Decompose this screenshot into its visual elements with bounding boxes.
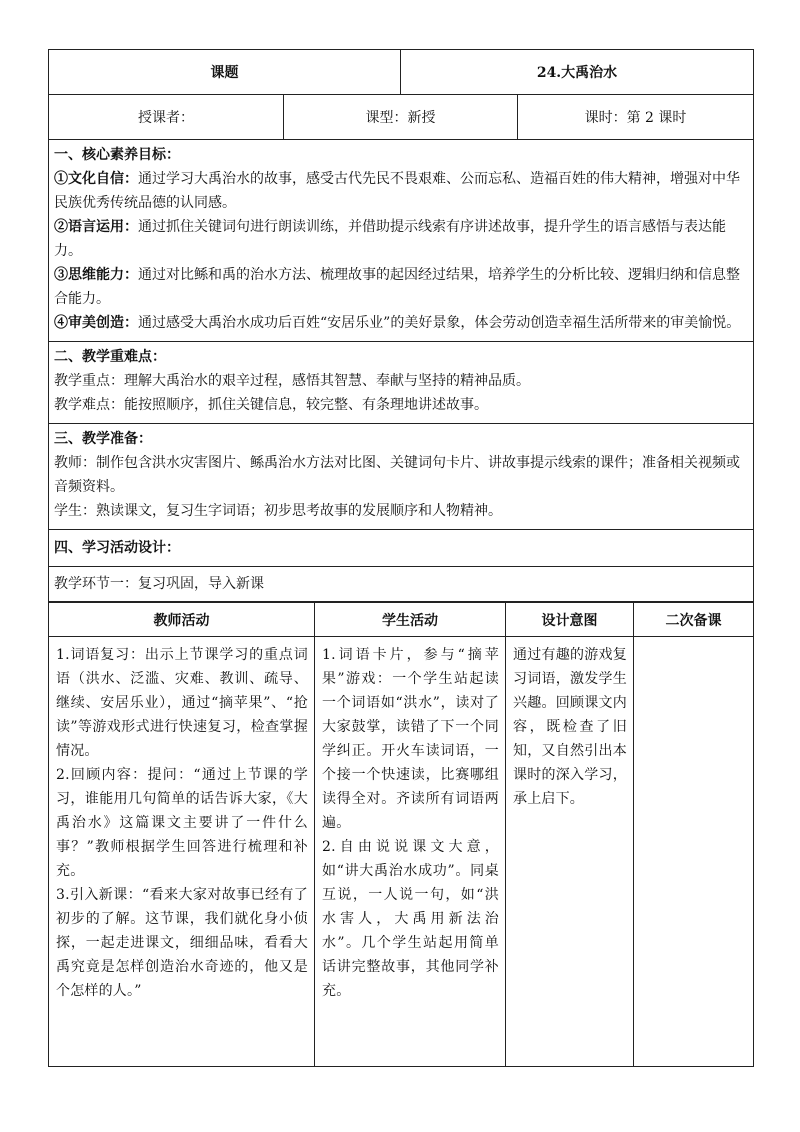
key-point-focus: 教学重点：理解大禹治水的艰辛过程，感悟其智慧、奉献与坚持的精神品质。 [54,373,530,389]
design-intent-cell [506,637,634,1067]
second-prep-cell [634,637,754,1067]
goal-item-1: ①文化自信：通过学习大禹治水的故事，感受古代先民不畏艰难、公而忘私、造福百姓的伟大精神，增强对中华民族优秀传统品德的认同感。 [54,171,740,211]
design-intent-text: 通过有趣的游戏复习词语，激发学生兴趣。回顾课文内容，既检查了旧知，又自然引出本课时的深入学习，承上启下。 [513,647,627,807]
key-points-heading: 二、教学重难点： [54,349,166,365]
activity-step-title: 教学环节一：复习巩固，导入新课 [54,576,264,592]
lesson-plan-page [48,49,753,1067]
goal-item-2: ②语言运用：通过抓住关键词句进行朗读训练，并借助提示线索有序讲述故事，提升学生的语言感悟与表达能力。 [54,219,726,259]
goals-section [49,140,754,342]
topic-value: 24.大禹治水 [401,50,754,95]
teacher-item: 3.引入新课：“看来大家对故事已经有了初步的了解。这节课，我们就化身小侦探，一起走进课文，细细品味，看看大禹究竟是怎样创造治水奇迹的，他又是个怎样的人。” [56,887,308,999]
teacher-item: 2.回顾内容：提问：“通过上节课的学习，谁能用几句简单的话告诉大家，《大禹治水》这篇课文主要讲了一件什么事？”教师根据学生回答进行梳理和补充。 [56,767,308,879]
goal-item-3: ③思维能力：通过对比鲧和禹的治水方法、梳理故事的起因经过结果，培养学生的分析比较、逻辑归纳和信息整合能力。 [54,267,740,307]
topic-label: 课题 [49,50,401,95]
lesson-type: 课型：新授 [284,95,518,140]
teacher-activity-cell [49,637,315,1067]
column-header-intent: 设计意图 [506,603,634,637]
teacher-item: 1.词语复习：出示上节课学习的重点词语（洪水、泛滥、灾难、教训、疏导、继续、安居乐业），通过“摘苹果”、“抢读”等游戏形式进行快速复习，检查掌握情况。 [56,647,308,759]
goals-heading: 一、核心素养目标： [54,147,180,163]
preparation-teacher: 教师：制作包含洪水灾害图片、鲧禹治水方法对比图、关键词句卡片、讲故事提示线索的课件；准备相关视频或音频资料。 [54,455,740,495]
student-activity-cell [315,637,506,1067]
preparation-student: 学生：熟读课文，复习生字词语；初步思考故事的发展顺序和人物精神。 [54,503,502,519]
key-points-section [49,342,754,424]
preparation-heading: 三、教学准备： [54,431,152,447]
student-item: 1.词语卡片，参与“摘苹果”游戏：一个学生站起读一个词语如“洪水”，读对了大家鼓掌，读错了下一个同学纠正。开火车读词语，一个接一个快速读，比赛哪组读得全对。齐读所有词语两遍。 [322,647,499,831]
preparation-section [49,424,754,530]
lesson-period: 课时：第 2 课时 [518,95,754,140]
lesson-plan-table [48,49,754,602]
student-item: 2.自由说说课文大意，如“讲大禹治水成功”。同桌互说，一人说一句，如“洪水害人，大禹用新法治水”。几个学生站起用简单话讲完整故事，其他同学补充。 [322,839,499,999]
activity-section [49,530,754,567]
goal-item-4: ④审美创造：通过感受大禹治水成功后百姓“安居乐业”的美好景象，体会劳动创造幸福生活所带来的审美愉悦。 [54,315,741,331]
column-header-teacher: 教师活动 [49,603,315,637]
column-header-student: 学生活动 [315,603,506,637]
activity-table [48,602,754,1067]
column-header-second-prep: 二次备课 [634,603,754,637]
activity-step [49,567,754,602]
key-point-difficulty: 教学难点：能按照顺序，抓住关键信息，较完整、有条理地讲述故事。 [54,397,488,413]
activity-heading: 四、学习活动设计： [54,540,180,556]
teacher-label: 授课者： [49,95,284,140]
